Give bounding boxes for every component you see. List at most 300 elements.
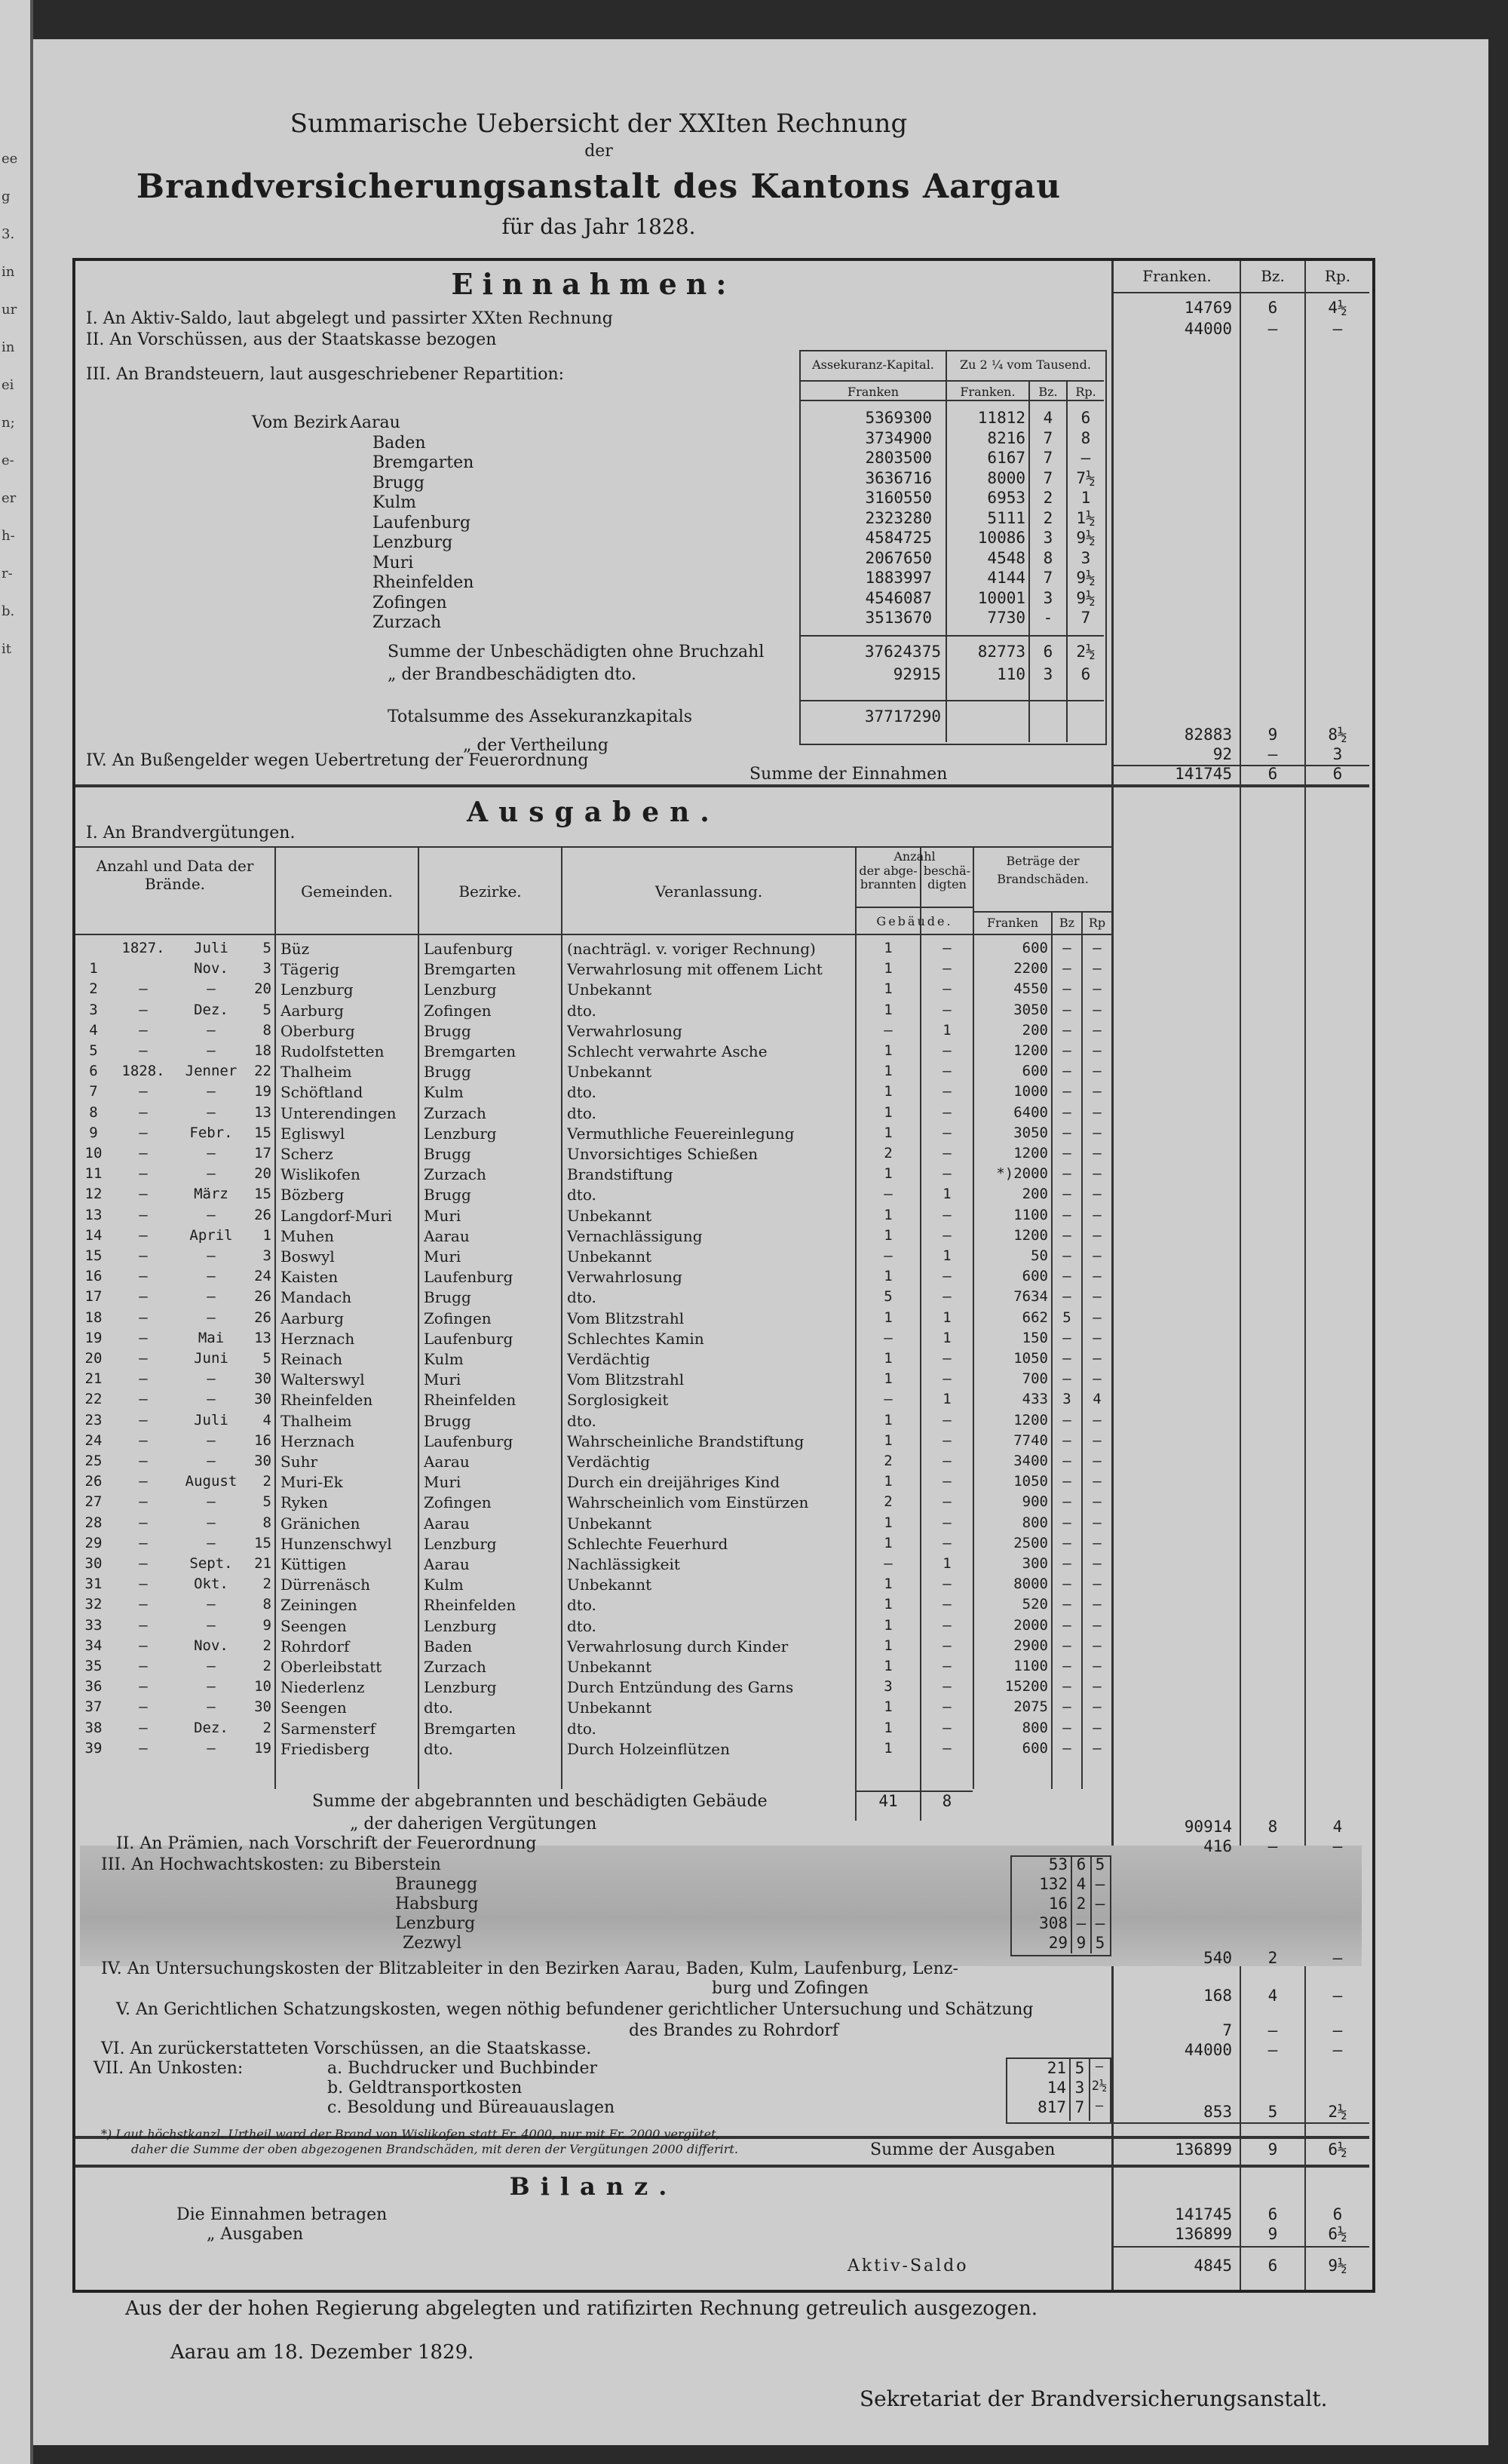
row-abgebrannt: 1 [884,1596,893,1613]
row-batzen: — [1062,940,1071,956]
row-veranlassung: Wahrscheinliche Brandstiftung [567,1431,805,1450]
row-bezirk: Muri [424,1206,461,1225]
summe-verguetungen-label: „ der daherigen Vergütungen [350,1815,597,1833]
summe-unbesch-bz: 6 [1043,643,1053,661]
th-bezirke: Bezirke. [458,882,522,901]
row-day: 5 [262,940,271,956]
table-row [75,960,1111,980]
item5-line2: des Brandes zu Rohrdorf [629,2021,838,2040]
row-bezirk: Bremgarten [424,1719,516,1738]
row-day: 2 [262,1658,271,1674]
row-abgebrannt: 3 [884,1678,893,1695]
row-beschaedigt: — [942,1698,952,1716]
row-veranlassung: Verwahrlosung durch Kinder [567,1637,789,1655]
row-year: — [139,1391,148,1408]
row-day: 5 [262,1493,271,1511]
einnahmen-item1-fr: 14769 [1184,299,1232,317]
row-gemeinde: Aarburg [280,1001,344,1020]
bezirk-name: Laufenburg [372,513,471,532]
ausgaben-summe-bz: 9 [1267,2140,1278,2159]
bilanz-einnahmen-label: Die Einnahmen betragen [176,2205,388,2224]
footnote-line1: *) Laut höchstkanzl. Urtheil ward der Brand von Wislikofen statt Fr. 4000, nur mit Fr. 2000 vergütet, [101,2127,720,2141]
row-day: 20 [254,1165,271,1183]
summe-unbesch-label: Summe der Unbeschädigten ohne Bruchzahl [388,643,765,661]
row-rappen: — [1093,1555,1102,1572]
hochwacht-batzen: 4 [1076,1875,1087,1893]
row-batzen: — [1062,1658,1071,1674]
bezirk-rappen: 9½ [1076,529,1096,547]
row-number: 20 [84,1350,103,1367]
vertheilung-fr: 82883 [1184,726,1232,744]
table-row [75,1042,1111,1062]
row-veranlassung: Sorglosigkeit [567,1391,669,1410]
row-gemeinde: Herznach [280,1431,355,1450]
row-veranlassung: dto. [567,1616,596,1635]
row-franken: 6400 [1013,1103,1048,1121]
row-month: — [207,1206,216,1223]
row-number: 2 [89,980,98,998]
row-month: Juni [194,1350,228,1367]
row-beschaedigt: — [942,1453,952,1469]
bezirk-name: Zofingen [372,593,447,612]
row-abgebrannt: — [884,1186,893,1203]
row-number: 9 [89,1124,98,1141]
row-bezirk: Zurzach [424,1165,486,1184]
row-bezirk: Aarau [424,1226,470,1245]
ausgaben-summe-label: Summe der Ausgaben [870,2140,1056,2159]
row-batzen: — [1062,1596,1071,1613]
row-day: 3 [262,960,271,977]
row-abgebrannt: 1 [884,1350,893,1367]
bezirk-franken: 4548 [987,548,1025,567]
row-veranlassung: Vom Blitzstrahl [567,1309,685,1327]
row-batzen: — [1062,1083,1071,1100]
row-batzen: — [1062,1226,1071,1244]
bezirk-batzen: 2 [1043,489,1053,507]
row-veranlassung: Brandstiftung [567,1165,673,1184]
row-franken: 800 [1022,1719,1048,1736]
bezirk-batzen: 3 [1043,588,1053,607]
row-day: 15 [254,1534,271,1551]
row-beschaedigt: — [942,1596,952,1613]
row-beschaedigt: 1 [942,1021,952,1039]
row-bezirk: Aarau [424,1453,470,1471]
row-gemeinde: Hunzenschwyl [280,1534,392,1553]
row-gemeinde: Langdorf-Muri [280,1206,393,1225]
money-col-divider [1111,261,1114,2290]
row-franken: 50 [1031,1247,1048,1264]
edge-letter: n; [2,415,15,431]
einnahmen-summe-rp: 6 [1332,765,1343,783]
hochwacht-franken: 53 [1048,1855,1068,1873]
document-page [33,39,1488,2445]
table-row [75,1698,1111,1718]
row-gemeinde: Wislikofen [280,1165,360,1184]
row-bezirk: Rheinfelden [424,1391,516,1410]
bezirk-batzen: 3 [1043,529,1053,547]
footer-line1: Aus der der hohen Regierung abgelegten und ratifizirten Rechnung getreulich ausgezogen. [125,2297,1038,2320]
th-anzahl-top: Anzahl [893,849,936,864]
row-gemeinde: Rheinfelden [280,1391,373,1410]
bezirk-batzen: 7 [1043,428,1053,447]
row-beschaedigt: — [942,1658,952,1674]
row-beschaedigt: — [942,1083,952,1100]
row-abgebrannt: 1 [884,1165,893,1183]
row-rappen: — [1093,960,1102,977]
th-betraege: Beträge der Brandschäden. [997,854,1089,886]
row-year: — [139,1534,148,1551]
row-month: — [207,1103,216,1121]
row-gemeinde: Schöftland [280,1083,363,1102]
bilanz-top-rule [75,2165,1369,2168]
row-franken: 1200 [1013,1411,1048,1428]
row-gemeinde: Herznach [280,1329,355,1348]
th-gemeinden: Gemeinden. [301,882,393,901]
row-gemeinde: Scherz [280,1145,333,1163]
col-franken: Franken. [1142,267,1212,285]
table-row [75,1514,1111,1534]
bilanz-ausgaben-fr: 136899 [1175,2225,1232,2243]
row-number: 27 [84,1493,103,1511]
bezirk-kapital: 3513670 [865,609,932,627]
row-batzen: — [1062,1493,1071,1511]
row-bezirk: Brugg [424,1145,471,1163]
hochwacht-rappen: 5 [1095,1855,1105,1873]
summe-gebaeude-ab: 41 [878,1792,898,1810]
einnahmen-item4-bz: — [1267,745,1278,763]
row-abgebrannt: 1 [884,1042,893,1059]
hochwacht-rappen: — [1095,1895,1105,1913]
ausgaben-item2-rp: — [1332,1837,1343,1855]
row-month: — [207,1698,216,1716]
row-batzen: — [1062,1329,1071,1346]
row-number: 29 [84,1534,103,1551]
row-month: — [207,1165,216,1183]
row-month: Mai [198,1329,225,1346]
einnahmen-item2-label: II. An Vorschüssen, aus der Staatskasse bezogen [86,330,497,349]
row-month: — [207,1042,216,1059]
ausgaben-item5b-fr: 7 [1222,2021,1232,2039]
row-month: Febr. [189,1124,233,1141]
row-gemeinde: Sarmensterf [280,1719,375,1738]
hochwacht-batzen: 9 [1076,1934,1087,1952]
row-year: — [139,1042,148,1059]
bezirk-kapital: 1883997 [865,569,932,587]
row-franken: 2075 [1013,1698,1048,1716]
row-franken: 1050 [1013,1350,1048,1367]
einnahmen-item1-label: I. An Aktiv-Saldo, laut abgelegt und passirter XXten Rechnung [86,309,613,328]
edge-letter: er [2,490,17,506]
row-veranlassung: Verwahrlosung mit offenem Licht [567,960,823,979]
row-batzen: — [1062,1370,1071,1388]
row-veranlassung: Schlechte Feuerhurd [567,1534,728,1553]
row-beschaedigt: 1 [942,1309,952,1326]
edge-letter: 3. [2,226,15,242]
row-day: 26 [254,1206,271,1223]
edge-letter: b. [2,603,15,619]
row-veranlassung: Unbekannt [567,1206,652,1225]
row-franken: 300 [1022,1555,1048,1572]
hochwacht-franken: 308 [1039,1914,1068,1932]
table-row [75,1227,1111,1247]
row-month: Juli [194,1411,228,1428]
row-abgebrannt: 1 [884,1370,893,1388]
unkosten-rappen: 2½ [1091,2079,1108,2094]
edge-letter: e- [2,453,14,468]
row-beschaedigt: — [942,1268,952,1285]
row-abgebrannt: 1 [884,1719,893,1736]
brandbesch-rp: 6 [1080,665,1091,683]
table-row [75,1165,1111,1185]
row-rappen: — [1093,1226,1102,1244]
row-year: 1827. [121,940,165,956]
table-row [75,1350,1111,1370]
bezirk-name: Rheinfelden [372,573,474,592]
row-batzen: — [1062,1739,1071,1757]
bilanz-einnahmen-fr: 141745 [1175,2205,1232,2223]
row-rappen: — [1093,1453,1102,1469]
hochwacht-name: Braunegg [395,1875,478,1894]
ausgaben-item6-rp: — [1332,2041,1343,2059]
bilanz-ausgaben-bz: 9 [1267,2225,1278,2243]
row-bezirk: Brugg [424,1411,471,1430]
row-rappen: — [1093,1329,1102,1346]
row-abgebrannt: 1 [884,1473,893,1490]
col-rappen: Rp. [1324,267,1351,285]
row-veranlassung: Unbekannt [567,1063,652,1082]
row-franken: 1050 [1013,1473,1048,1490]
row-gemeinde: Gränichen [280,1514,360,1533]
row-year: — [139,1083,148,1100]
row-abgebrannt: 1 [884,1739,893,1757]
row-abgebrannt: 1 [884,1206,893,1223]
row-veranlassung: Unbekannt [567,1698,652,1717]
ausgaben-item4-fr: 540 [1203,1949,1232,1967]
row-batzen: — [1062,1473,1071,1490]
row-batzen: — [1062,1514,1071,1531]
row-number: 36 [84,1678,103,1695]
row-day: 30 [254,1391,271,1408]
row-day: 26 [254,1309,271,1326]
row-year: — [139,1288,148,1306]
totalsumme-kap: 37717290 [864,707,941,726]
row-number: 5 [89,1042,98,1059]
row-bezirk: dto. [424,1698,453,1717]
row-batzen: — [1062,1206,1071,1223]
row-bezirk: Zurzach [424,1103,486,1122]
row-number: 35 [84,1658,103,1674]
bezirk-franken: 5111 [987,508,1025,527]
row-veranlassung: Verdächtig [567,1350,651,1368]
row-year: — [139,1186,148,1203]
unkosten-label: c. Besoldung und Büreauauslagen [327,2098,615,2117]
unkosten-batzen: 5 [1074,2059,1085,2077]
row-day: 1 [262,1226,271,1244]
row-beschaedigt: — [942,1165,952,1183]
row-year: — [139,1719,148,1736]
row-batzen: — [1062,1719,1071,1736]
edge-letter: ur [2,302,17,318]
row-day: 10 [254,1678,271,1695]
row-batzen: — [1062,1268,1071,1285]
ausgaben-item5b-rp: — [1332,2021,1343,2039]
row-franken: 1200 [1013,1226,1048,1244]
row-gemeinde: Rohrdorf [280,1637,350,1655]
box-sub-rp: Rp. [1075,385,1096,399]
row-beschaedigt: — [942,1637,952,1654]
box-rule-1 [801,380,1104,382]
row-franken: 1200 [1013,1042,1048,1059]
edge-letter: ee [2,151,18,167]
bz-col-divider [1240,261,1241,2290]
row-day: 19 [254,1083,271,1100]
row-number: 1 [89,960,98,977]
row-batzen: — [1062,1186,1071,1203]
row-batzen: — [1062,1042,1071,1059]
row-rappen: — [1093,1370,1102,1388]
table-row [75,1555,1111,1575]
ausgaben-sum-rule [1113,2122,1369,2124]
footer-signature: Sekretariat der Brandversicherungsanstalt. [860,2386,1328,2411]
row-bezirk: Brugg [424,1021,471,1040]
row-franken: 2900 [1013,1637,1048,1654]
row-month: April [189,1226,233,1244]
row-number: 8 [89,1103,98,1121]
row-franken: 3400 [1013,1453,1048,1469]
row-beschaedigt: — [942,1411,952,1428]
row-gemeinde: Muri-Ek [280,1473,343,1492]
row-veranlassung: Durch Entzündung des Garns [567,1678,794,1697]
row-batzen: — [1062,1103,1071,1121]
row-day: 2 [262,1473,271,1490]
bezirk-franken: 10086 [977,529,1025,547]
row-abgebrannt: — [884,1391,893,1408]
row-year: — [139,1555,148,1572]
hochwacht-franken: 29 [1048,1934,1068,1952]
row-abgebrannt: 1 [884,1309,893,1326]
row-bezirk: Zofingen [424,1493,492,1512]
row-beschaedigt: 1 [942,1186,952,1203]
row-beschaedigt: — [942,1226,952,1244]
table-row [75,1720,1111,1739]
row-gemeinde: Friedisberg [280,1739,370,1758]
row-day: 20 [254,980,271,998]
row-abgebrannt: — [884,1021,893,1039]
bezirk-franken: 11812 [977,409,1025,427]
adjacent-page-edge [0,0,33,2464]
th-beschaedigt: beschä-digten [923,864,971,891]
ausgaben-item5-fr: 168 [1203,1987,1232,2005]
row-bezirk: Aarau [424,1555,470,1573]
row-bezirk: Lenzburg [424,980,497,999]
row-month: — [207,1145,216,1161]
row-number: 21 [84,1370,103,1388]
row-bezirk: Baden [424,1637,473,1655]
row-rappen: — [1093,1268,1102,1285]
row-rappen: — [1093,980,1102,998]
row-day: 2 [262,1576,271,1593]
ausgaben-item4-rp: — [1332,1949,1343,1967]
row-rappen: — [1093,1350,1102,1367]
row-month: Dez. [194,1719,228,1736]
row-gemeinde: Suhr [280,1453,318,1471]
bezirk-rappen: 7 [1080,609,1091,627]
einnahmen-summe-label: Summe der Einnahmen [749,765,948,784]
row-bezirk: Zofingen [424,1309,492,1327]
th-abgebrannt: der abge-brannten [859,864,918,891]
row-veranlassung: Durch ein dreijähriges Kind [567,1473,780,1492]
ausgaben-item6-fr: 44000 [1184,2041,1232,2059]
row-abgebrannt: 1 [884,1698,893,1716]
row-gemeinde: Unterendingen [280,1103,397,1122]
summe-gebaeude-be: 8 [942,1792,952,1810]
edge-letter: ei [2,377,14,393]
brandbesch-fr: 110 [997,665,1025,683]
bezirk-rappen: 9½ [1076,569,1096,587]
box-rule-3 [801,635,1104,637]
row-month: — [207,1596,216,1613]
row-year: — [139,1596,148,1613]
row-abgebrannt: 1 [884,1083,893,1100]
row-abgebrannt: — [884,1329,893,1346]
row-abgebrannt: 1 [884,1001,893,1018]
bilanz-sum-rule [1113,2246,1369,2248]
row-rappen: — [1093,1473,1102,1490]
einnahmen-item2-bz: — [1267,320,1278,338]
row-month: — [207,1678,216,1695]
row-bezirk: Bremgarten [424,1042,516,1060]
row-year: — [139,1431,148,1449]
row-day: 2 [262,1637,271,1654]
rp-col-divider [1304,261,1306,2290]
box-head-kapital: Assekuranz-Kapital. [812,357,934,372]
row-bezirk: Laufenburg [424,1329,513,1348]
row-gemeinde: Thalheim [280,1411,352,1430]
row-year: — [139,1411,148,1428]
table-row [75,1288,1111,1308]
table-row [75,1432,1111,1452]
bezirk-rappen: 1½ [1076,508,1096,527]
bilanz-einnahmen-bz: 6 [1267,2205,1278,2223]
row-beschaedigt: — [942,1350,952,1367]
bezirk-rappen: 3 [1080,548,1091,567]
row-franken: 600 [1022,1063,1048,1080]
row-month: — [207,1658,216,1674]
row-month: — [207,1288,216,1306]
row-beschaedigt: — [942,1473,952,1490]
table-row [75,1740,1111,1760]
row-bezirk: Lenzburg [424,1534,497,1553]
ausgaben-item6-label: VI. An zurückerstatteten Vorschüssen, an die Staatskasse. [101,2039,592,2058]
row-abgebrannt: 1 [884,1063,893,1080]
einnahmen-item4-rp: 3 [1332,745,1343,763]
row-month: — [207,1739,216,1757]
row-month: — [207,1391,216,1408]
row-franken: 3050 [1013,1124,1048,1141]
row-veranlassung: dto. [567,1186,596,1204]
row-franken: 150 [1022,1329,1048,1346]
ausgaben-item2-bz: — [1267,1837,1278,1855]
row-abgebrannt: 1 [884,1124,893,1141]
table-row [75,1596,1111,1616]
row-veranlassung: Vernachlässigung [567,1226,703,1245]
row-day: 30 [254,1370,271,1388]
bezirk-name: Baden [372,433,426,453]
row-batzen: — [1062,1453,1071,1469]
row-number: 26 [84,1473,103,1490]
row-month: — [207,1534,216,1551]
row-day: 19 [254,1739,271,1757]
